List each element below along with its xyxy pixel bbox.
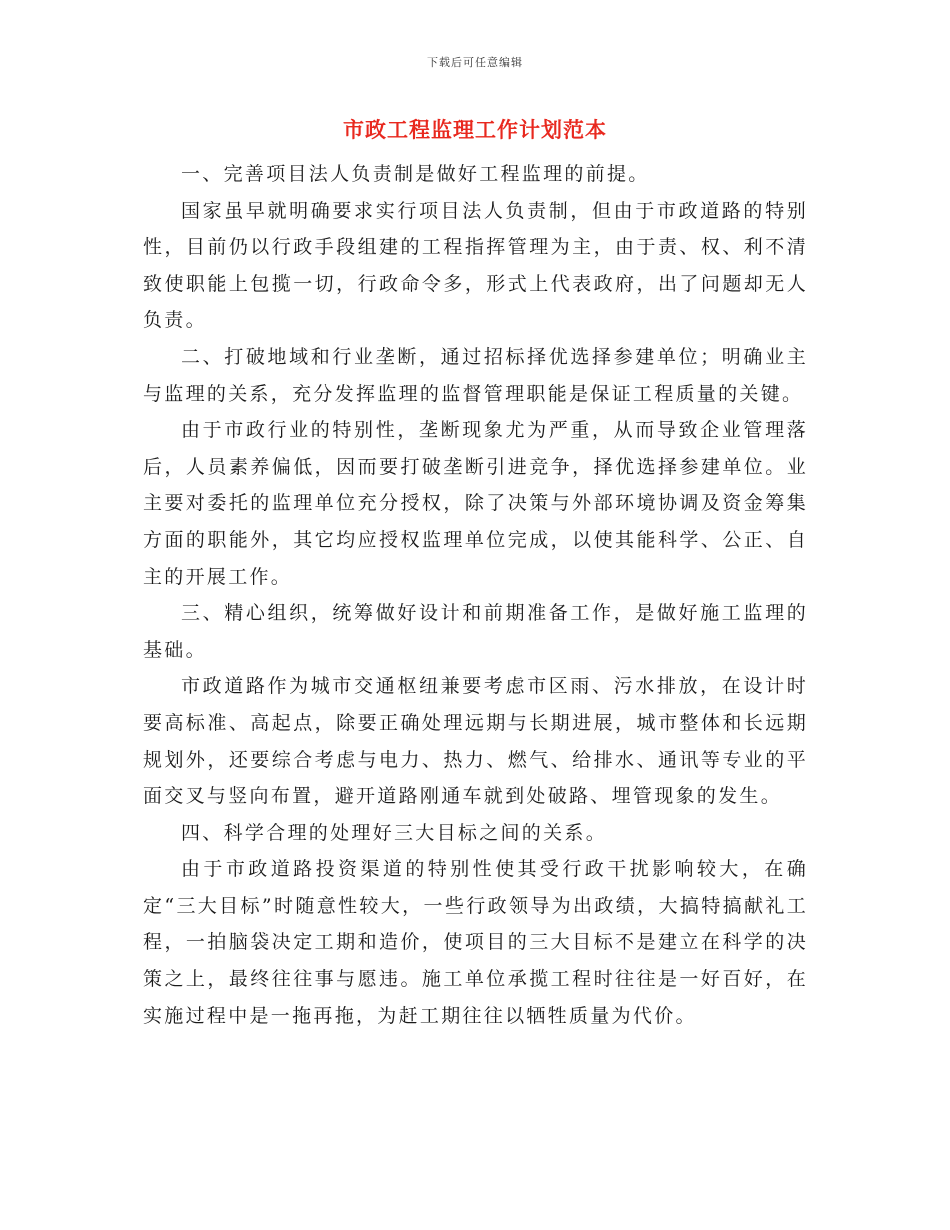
section-heading-3: 三、精心组织，统筹做好设计和前期准备工作，是做好施工监理的基础。 bbox=[143, 602, 808, 661]
section-heading-1: 一、完善项目法人负责制是做好工程监理的前提。 bbox=[181, 163, 650, 185]
header-note: 下载后可任意编辑 bbox=[427, 56, 523, 69]
document-body bbox=[143, 156, 808, 1034]
body-paragraph-2: 由于市政行业的特别性，垄断现象尤为严重，从而导致企业管理落后，人员素养偏低，因而要打破垄断引进竞争，择优选择参建单位。业主要对委托的监理单位充分授权，除了决策与外部环境协调及资金筹集方面的职能外，其它均应授权监理单位完成，以使其能科学、公正、自主的开展工作。 bbox=[143, 419, 808, 588]
body-paragraph-3: 市政道路作为城市交通枢纽兼要考虑市区雨、污水排放，在设计时要高标准、高起点，除要正确处理远期与长期进展，城市整体和长远期规划外，还要综合考虑与电力、热力、燃气、给排水、通讯等专业的平面交叉与竖向布置，避开道路刚通车就到处破路、埋管现象的发生。 bbox=[143, 675, 808, 808]
body-paragraph-1: 国家虽早就明确要求实行项目法人负责制，但由于市政道路的特别性，目前仍以行政手段组建的工程指挥管理为主，由于责、权、利不清致使职能上包揽一切，行政命令多，形式上代表政府，出了问题却无人负责。 bbox=[143, 199, 808, 332]
section-heading-4: 四、科学合理的处理好三大目标之间的关系。 bbox=[181, 821, 608, 844]
section-heading-2: 二、打破地域和行业垄断，通过招标择优选择参建单位；明确业主与监理的关系，充分发挥监理的监督管理职能是保证工程质量的关键。 bbox=[143, 345, 808, 405]
document-title: 市政工程监理工作计划范本 bbox=[343, 117, 607, 142]
body-paragraph-4: 由于市政道路投资渠道的特别性使其受行政干扰影响较大，在确定“三大目标”时随意性较大，一些行政领导为出政绩，大搞特搞献礼工程，一拍脑袋决定工期和造价，使项目的三大目标不是建立在科学的决策之上，最终往往事与愿违。施工单位承揽工程时往往是一好百好，在实施过程中是一拖再拖，为赶工期往往以牺牲质量为代价。 bbox=[143, 858, 808, 1027]
